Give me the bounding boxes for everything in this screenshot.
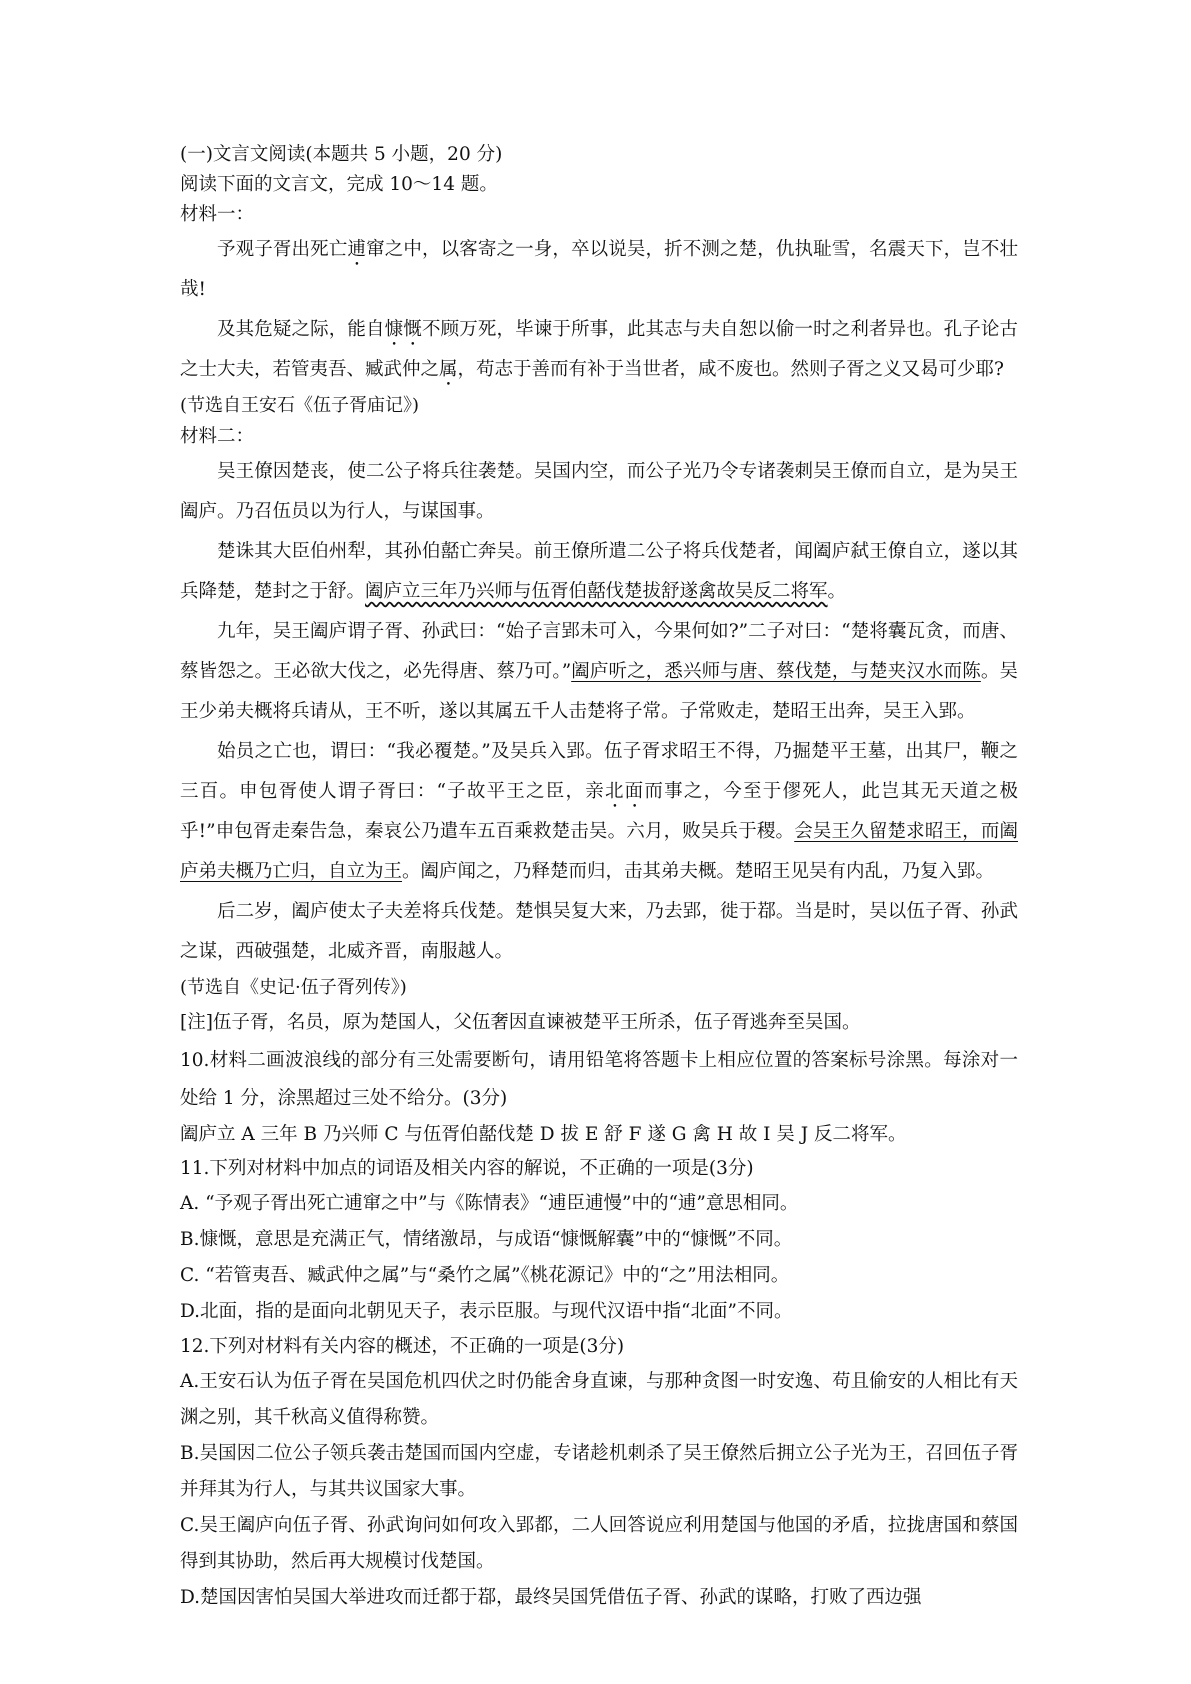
question-11-option-c: C. “若管夷吾、臧武仲之属”与“桑竹之属”《桃花源记》中的“之”用法相同。 — [180, 1265, 790, 1286]
question-11-stem: 11.下列对材料中加点的词语及相关内容的解说，不正确的一项是(3分) — [180, 1158, 754, 1179]
exam-page — [180, 140, 1018, 1616]
question-11-option-d: D.北面，指的是面向北朝见天子，表示臣服。与现代汉语中指“北面”不同。 — [180, 1301, 793, 1322]
material-one-paragraph-1: 予观子胥出死亡逋窜之中，以客寄之一身，卒以说吴，折不测之楚，仇执耻雪，名震天下，岂不壮哉! — [180, 239, 1018, 300]
question-12-option-c: C.吴王阖庐向伍子胥、孙武询问如何攻入郢都，二人回答说应利用楚国与他国的矛盾，拉拢唐国和蔡国得到其协助，然后再大规模讨伐楚国。 — [180, 1515, 1018, 1572]
question-12-option-a: A.王安石认为伍子胥在吴国危机四伏之时仍能舍身直谏，与那种贪图一时安逸、苟且偷安的人相比有天渊之别，其千秋高义值得称赞。 — [180, 1371, 1018, 1428]
material-two-paragraph-4: 始员之亡也，谓曰：“我必覆楚。”及吴兵入郢。伍子胥求昭王不得，乃掘楚平王墓，出其尸，鞭之三百。申包胥使人谓子胥曰：“子故平王之臣，亲北面而事之，今至于僇死人，此岂其无天道之极乎!”申包胥走秦告急，秦哀公乃遣车五百乘救楚击吴。六月，败吴兵于稷。会吴王久留楚求昭王，而阖庐弟夫概乃亡归，自立为王。阖庐闻之，乃释楚而归，击其弟夫概。楚昭王见吴有内乱，乃复入郢。 — [180, 741, 1018, 882]
dotted-word-beimian: 北面 — [604, 781, 645, 802]
material-one-source: (节选自王安石《伍子胥庙记》) — [180, 395, 420, 416]
material-two-source: (节选自《史记·伍子胥列传》) — [180, 977, 407, 998]
material-two-paragraph-5: 后二岁，阖庐使太子夫差将兵伐楚。楚惧吴复大来，乃去郢，徙于鄀。当是时，吴以伍子胥、孙武之谋，西破强楚，北威齐晋，南服越人。 — [180, 901, 1018, 962]
material-two-title: 材料二： — [180, 426, 255, 447]
question-12-option-b: B.吴国因二位公子领兵袭击楚国而国内空虚，专诸趁机刺杀了吴王僚然后拥立公子光为王，召回伍子胥并拜其为行人，与其共议国家大事。 — [180, 1443, 1018, 1500]
section-header: (一)文言文阅读(本题共 5 小题，20 分) — [180, 144, 503, 165]
annotation-note: [注]伍子胥，名员，原为楚国人，父伍奢因直谏被楚平王所杀，伍子胥逃奔至吴国。 — [180, 1012, 861, 1033]
dotted-word-kangkai: 慷慨 — [384, 319, 422, 340]
underlined-sentence-2: 会吴王久留楚求昭王，而阖庐弟夫概乃亡归，自立为王 — [180, 821, 1018, 882]
material-two-paragraph-3: 九年，吴王阖庐谓子胥、孙武曰：“始子言郢未可入，今果何如?”二子对曰：“楚将囊瓦贪，而唐、蔡皆怨之。王必欲大伐之，必先得唐、蔡乃可。”阖庐听之，悉兴师与唐、蔡伐楚，与楚夹汉水而陈。吴王少弟夫概将兵请从，王不听，遂以其属五千人击楚将子常。子常败走，楚昭王出奔，吴王入郢。 — [180, 621, 1018, 722]
question-11-option-b: B.慷慨，意思是充满正气，情绪激昂，与成语“慷慨解囊”中的“慷慨”不同。 — [180, 1229, 793, 1250]
material-one-paragraph-2: 及其危疑之际，能自慷慨不顾万死，毕谏于所事，此其志与夫自恕以偷一时之利者异也。孔子论古之士大夫，若管夷吾、臧武仲之属，苟志于善而有补于当世者，咸不废也。然则子胥之义又曷可少耶? — [180, 319, 1018, 380]
material-one-title: 材料一： — [180, 204, 255, 225]
wavy-underlined-sentence: 阖庐立三年乃兴师与伍胥伯嚭伐楚拔舒遂禽故吴反二将军 — [365, 581, 828, 602]
instruction: 阅读下面的文言文，完成 10～14 题。 — [180, 174, 498, 195]
material-two-paragraph-1: 吴王僚因楚丧，使二公子将兵往袭楚。吴国内空，而公子光乃令专诸袭刺吴王僚而自立，是为吴王阖庐。乃召伍员以为行人，与谋国事。 — [180, 461, 1018, 522]
question-12-option-d: D.楚国因害怕吴国大举进攻而迁都于鄀，最终吴国凭借伍子胥、孙武的谋略，打败了西边强 — [180, 1587, 922, 1608]
question-10-stem: 10.材料二画波浪线的部分有三处需要断句，请用铅笔将答题卡上相应位置的答案标号涂黑。每涂对一处给 1 分，涂黑超过三处不给分。(3分) — [180, 1050, 1018, 1109]
question-12-stem: 12.下列对材料有关内容的概述，不正确的一项是(3分) — [180, 1336, 625, 1357]
underlined-sentence-1: 阖庐听之，悉兴师与唐、蔡伐楚，与楚夹汉水而陈 — [571, 661, 981, 682]
question-11-option-a: A. “予观子胥出死亡逋窜之中”与《陈情表》“逋臣逋慢”中的“逋”意思相同。 — [180, 1193, 799, 1214]
dotted-word-bu: 逋 — [347, 239, 367, 260]
material-two-paragraph-2: 楚诛其大臣伯州犁，其孙伯嚭亡奔吴。前王僚所遣二公子将兵伐楚者，闻阖庐弑王僚自立，遂以其兵降楚，楚封之于舒。阖庐立三年乃兴师与伍胥伯嚭伐楚拔舒遂禽故吴反二将军。 — [180, 541, 1018, 602]
dotted-word-shu: 属 — [439, 359, 458, 380]
question-10-line: 阖庐立 A 三年 B 乃兴师 C 与伍胥伯嚭伐楚 D 拔 E 舒 F 遂 G 禽 H 故 I 吴 J 反二将军。 — [180, 1124, 907, 1145]
